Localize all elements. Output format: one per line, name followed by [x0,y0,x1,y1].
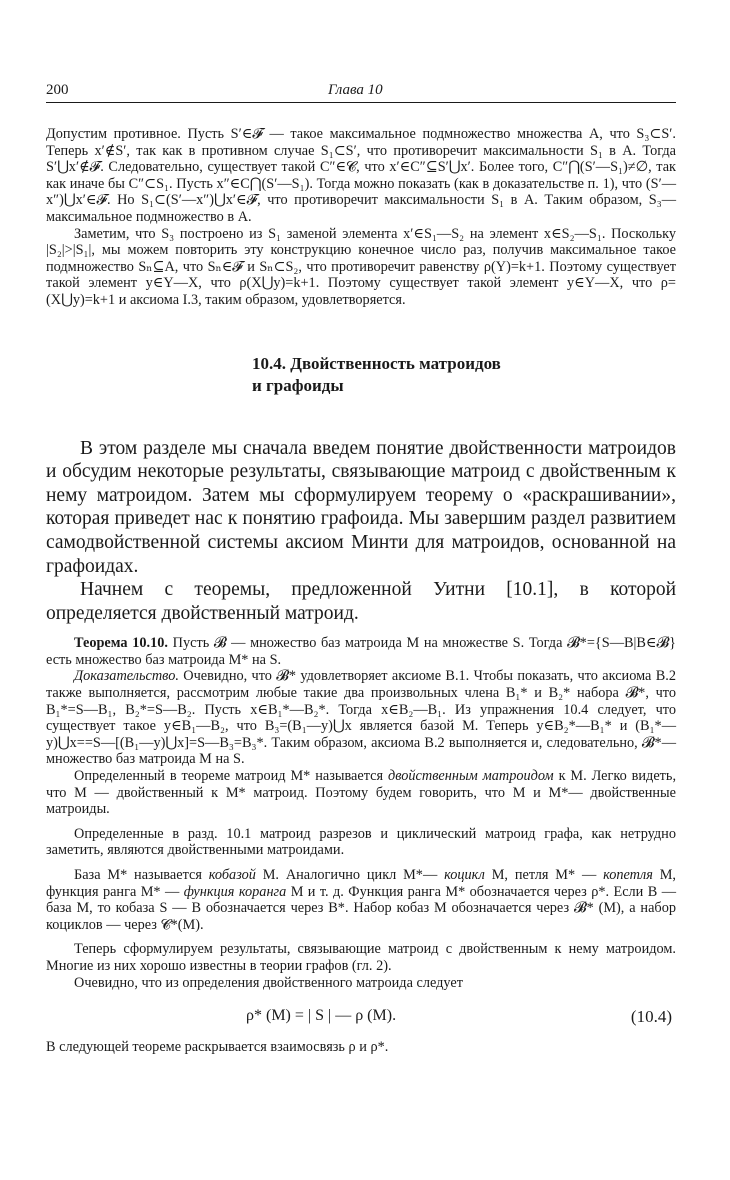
theorem-label: Теорема 10.10. [74,635,168,652]
whitney-paragraph: Начнем с теоремы, предложенной Уитни [10.1], в которой определяется двойственный матроид. [46,579,676,624]
proof-text: Очевидно, что 𝓑* удовлетворяет аксиоме B.1. Чтобы показать, что аксиома B.2 также выполняется, рассмотрим любые такие два произвольных члена B₁* и B₂* набора 𝓑*, что B₁*=S—B₁, B₂*=S—B₂. Пусть x∈B₁*—B₂*. Тогда x∈B₂—B₁. Из упражнения 10.4 следует, что существует такое y∈B₁—B₂, что B₃=(B₁—y)⋃x является базой M. Теперь y∈B₂*—B₁* и (B₁*—y)⋃x==S—[(B₁—y)⋃x]=S—B₃=B₃*. Таким образом, аксиома B.2 выполняется и, следовательно, 𝓑*— множество баз матроида M на S. [46,668,676,768]
def2-p1: База M* называется [74,867,202,883]
term-dual-matroid: двойственным матроидом [387,768,554,785]
formula-number: (10.4) [630,1007,672,1027]
dual-matroid-definition [46,768,676,818]
section-heading [252,353,676,397]
formula-10-4 [46,1001,676,1031]
def2-p2: M. Аналогично цикл M*— [262,867,438,883]
page-number: 200 [46,82,69,98]
term-cocycle: коцикл [444,867,485,883]
def1-pre: Определенный в теореме матроид M* называется [74,768,384,785]
proof-label: Доказательство. [74,668,179,685]
intro-paragraph: В этом разделе мы сначала введем понятие двойственности матроидов и обсудим некоторые результаты, связывающие матроид с двойственным к нему матроидом. Затем мы сформулируем теорему о «раскрашивании», которая приведет нас к понятию графоида. Мы завершим раздел развитием самодвойственной системы аксиом Минти для матроидов, основанной на графоидах. [46,437,676,577]
cut-matroid-paragraph: Определенные в разд. 10.1 матроид разрезов и циклический матроид графа, как нетрудно заметить, являются двойственными матроидами. [46,825,676,859]
def1-post: к M. Легко видеть, что M — двойственный к M* матроид. Поэтому будем говорить, что M и M*— двойственные матроиды. [46,768,677,818]
def2-p5: M и т. д. Функция ранга M* обозначается через ρ*. Если B — база M, то кобаза S — B обозначается через B*. Набор кобаз M обозначается через 𝓑* (M), а набор коциклов — через 𝓒*(M). [46,883,676,933]
term-cobase: кобазой [208,867,256,883]
term-corank-function: функция коранга [183,883,287,900]
section-title-line2: и графоиды [252,375,344,395]
def2-p3: M, петля M* — [491,867,597,883]
proof-continuation-paragraph: Допустим противное. Пусть S′∈𝓕 — такое максимальное подмножество множества A, что S₃⊂S′. Теперь x′∉S′, так как в противном случае S₁⊂S′, что противоречит максимальности S₁ в A. Тогда S′⋃x′∉𝓕. Следовательно, существует такой C″∈𝓒, что x′∈C″⊆S′⋃x′. Более того, C″⋂(S′—S₁)≠∅, так как иначе бы C″⊂S₁. Пусть x″∈C⋂(S′—S₁). Тогда можно показать (как в доказательстве п. 1), что (S′—x″)⋃x′∈𝓕. Но S₁⊂(S′—x″)⋃x′∈𝓕, что противоречит максимальности S₁ в A. Таким образом, S₃— максимальное подмножество в A. [46,126,676,225]
remark-paragraph: Заметим, что S₃ построено из S₁ заменой элемента x′∈S₁—S₂ на элемент x∈S₂—S₁. Поскольку |S₂|>|S₁|, мы можем повторить эту конструкцию конечное число раз, получив максимальное такое подмножество Sₙ⊆A, что Sₙ∈𝓕 и Sₙ⊂S₂, что противоречит равенству ρ(Y)=k+1. Поэтому существует такой элемент y∈Y—X, что ρ(X⋃y)=k+1. Поэтому существует такой элемент y∈Y—X, что ρ=(X⋃y)=k+1 и аксиома I.3, таким образом, удовлетворяется. [46,225,676,308]
page-header [46,78,676,104]
header-rule [46,102,676,103]
running-head: Глава 10 [328,82,383,98]
book-page [46,78,676,1056]
theorem-10-10 [46,635,676,668]
def2-p4: M, функция ранга M* — [46,867,677,900]
cobase-definition [46,867,676,933]
obvious-paragraph: Очевидно, что из определения двойственного матроида следует [74,974,463,991]
theorem-text: Пусть 𝓑 — множество баз матроида M на множестве S. Тогда 𝓑*={S—B|B∈𝓑} есть множество баз матроида M* на S. [46,635,676,668]
results-paragraph: Теперь сформулируем результаты, связывающие матроид с двойственным к нему матроидом. Многие из них хорошо известны в теории графов (гл. 2). [46,941,676,974]
section-title-line1: 10.4. Двойственность матроидов [252,353,501,373]
formula-expression: ρ* (M) = | S | — ρ (M). [246,1007,397,1025]
closing-sentence: В следующей теореме раскрывается взаимосвязь ρ и ρ*. [46,1039,389,1056]
proof-paragraph [46,668,676,768]
term-coloop: копетля [603,867,653,883]
